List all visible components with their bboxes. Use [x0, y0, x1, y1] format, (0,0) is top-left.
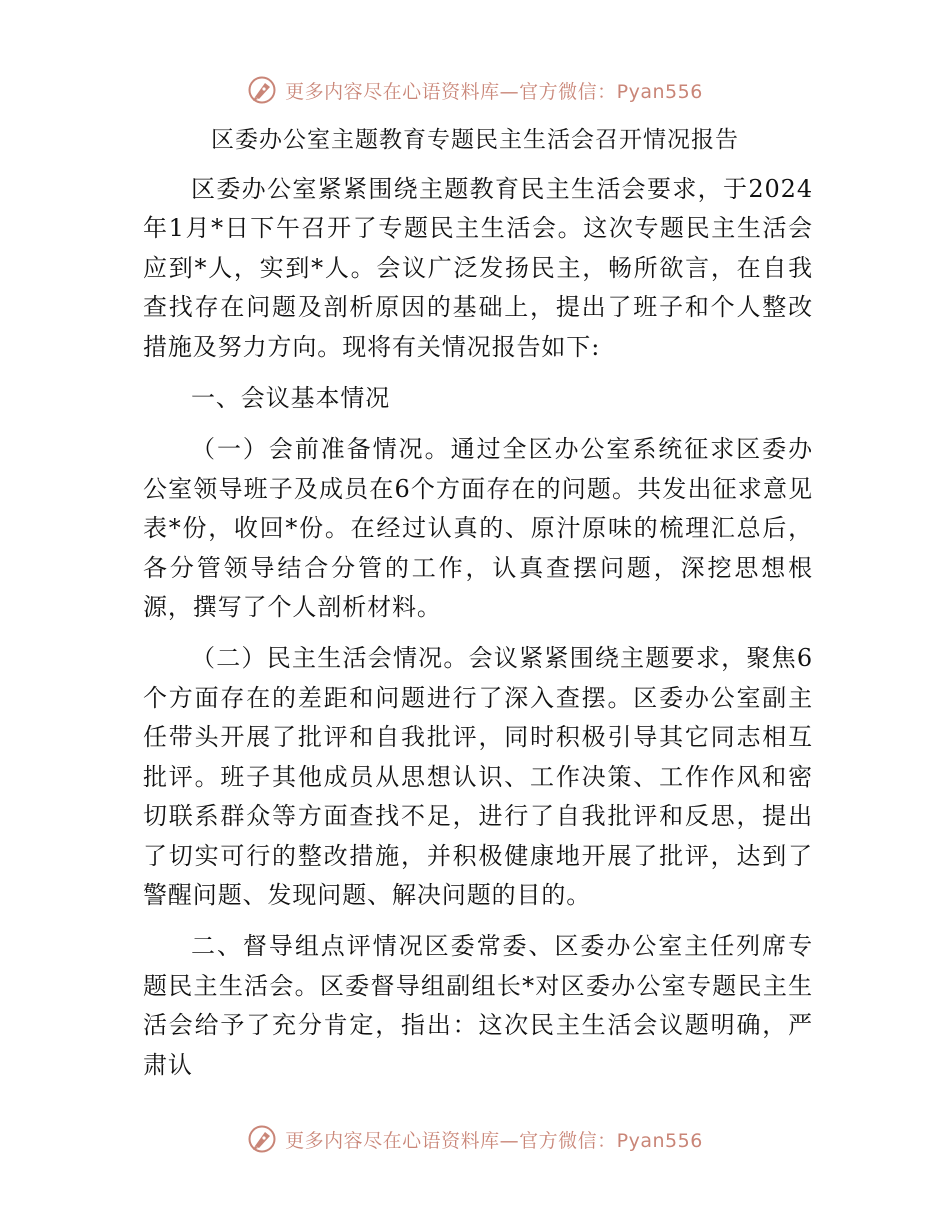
document-title: 区委办公室主题教育专题民主生活会召开情况报告	[211, 127, 739, 153]
meeting-paragraph: （二）民主生活会情况。会议紧紧围绕主题要求，聚焦6个方面存在的差距和问题进行了深入查摆。区委办公室副主任带头开展了批评和自我批评，同时积极引导其它同志相互批评。班子其他成员从思想认识、工作决策、工作作风和密切联系群众等方面查找不足，进行了自我批评和反思，提出了切实可行的整改措施，并积极健康地开展了批评，达到了警醒问题、发现问题、解决问题的目的。	[143, 644, 813, 909]
section-heading-meeting-overview: 一、会议基本情况	[191, 384, 391, 413]
watermark-text: 更多内容尽在心语资料库—官方微信：Pyan556	[285, 1129, 703, 1152]
preparation-paragraph: （一）会前准备情况。通过全区办公室系统征求区委办公室领导班子及成员在6个方面存在的问题。共发出征求意见表*份，收回*份。在经过认真的、原汁原味的梳理汇总后，各分管领导结合分管的工作，认真查摆问题，深挖思想根源，撰写了个人剖析材料。	[143, 435, 813, 622]
intro-paragraph: 区委办公室紧紧围绕主题教育民主生活会要求，于2024年1月*日下午召开了专题民主生活会。这次专题民主生活会应到*人，实到*人。会议广泛发扬民主，畅所欲言，在自我查找存在问题及剖析原因的基础上，提出了班子和个人整改措施及努力方向。现将有关情况报告如下:	[143, 175, 813, 361]
supervision-paragraph: 二、督导组点评情况区委常委、区委办公室主任列席专题民主生活会。区委督导组副组长*对区委办公室专题民主生活会给予了充分肯定，指出：这次民主生活会议题明确，严肃认	[143, 932, 813, 1079]
watermark-header	[0, 68, 950, 112]
document-body	[143, 170, 813, 1097]
pen-nib-logo-icon	[247, 1124, 277, 1154]
watermark-text: 更多内容尽在心语资料库—官方微信：Pyan556	[285, 80, 703, 103]
pen-nib-logo-icon	[247, 75, 277, 105]
watermark-footer	[0, 1117, 950, 1161]
